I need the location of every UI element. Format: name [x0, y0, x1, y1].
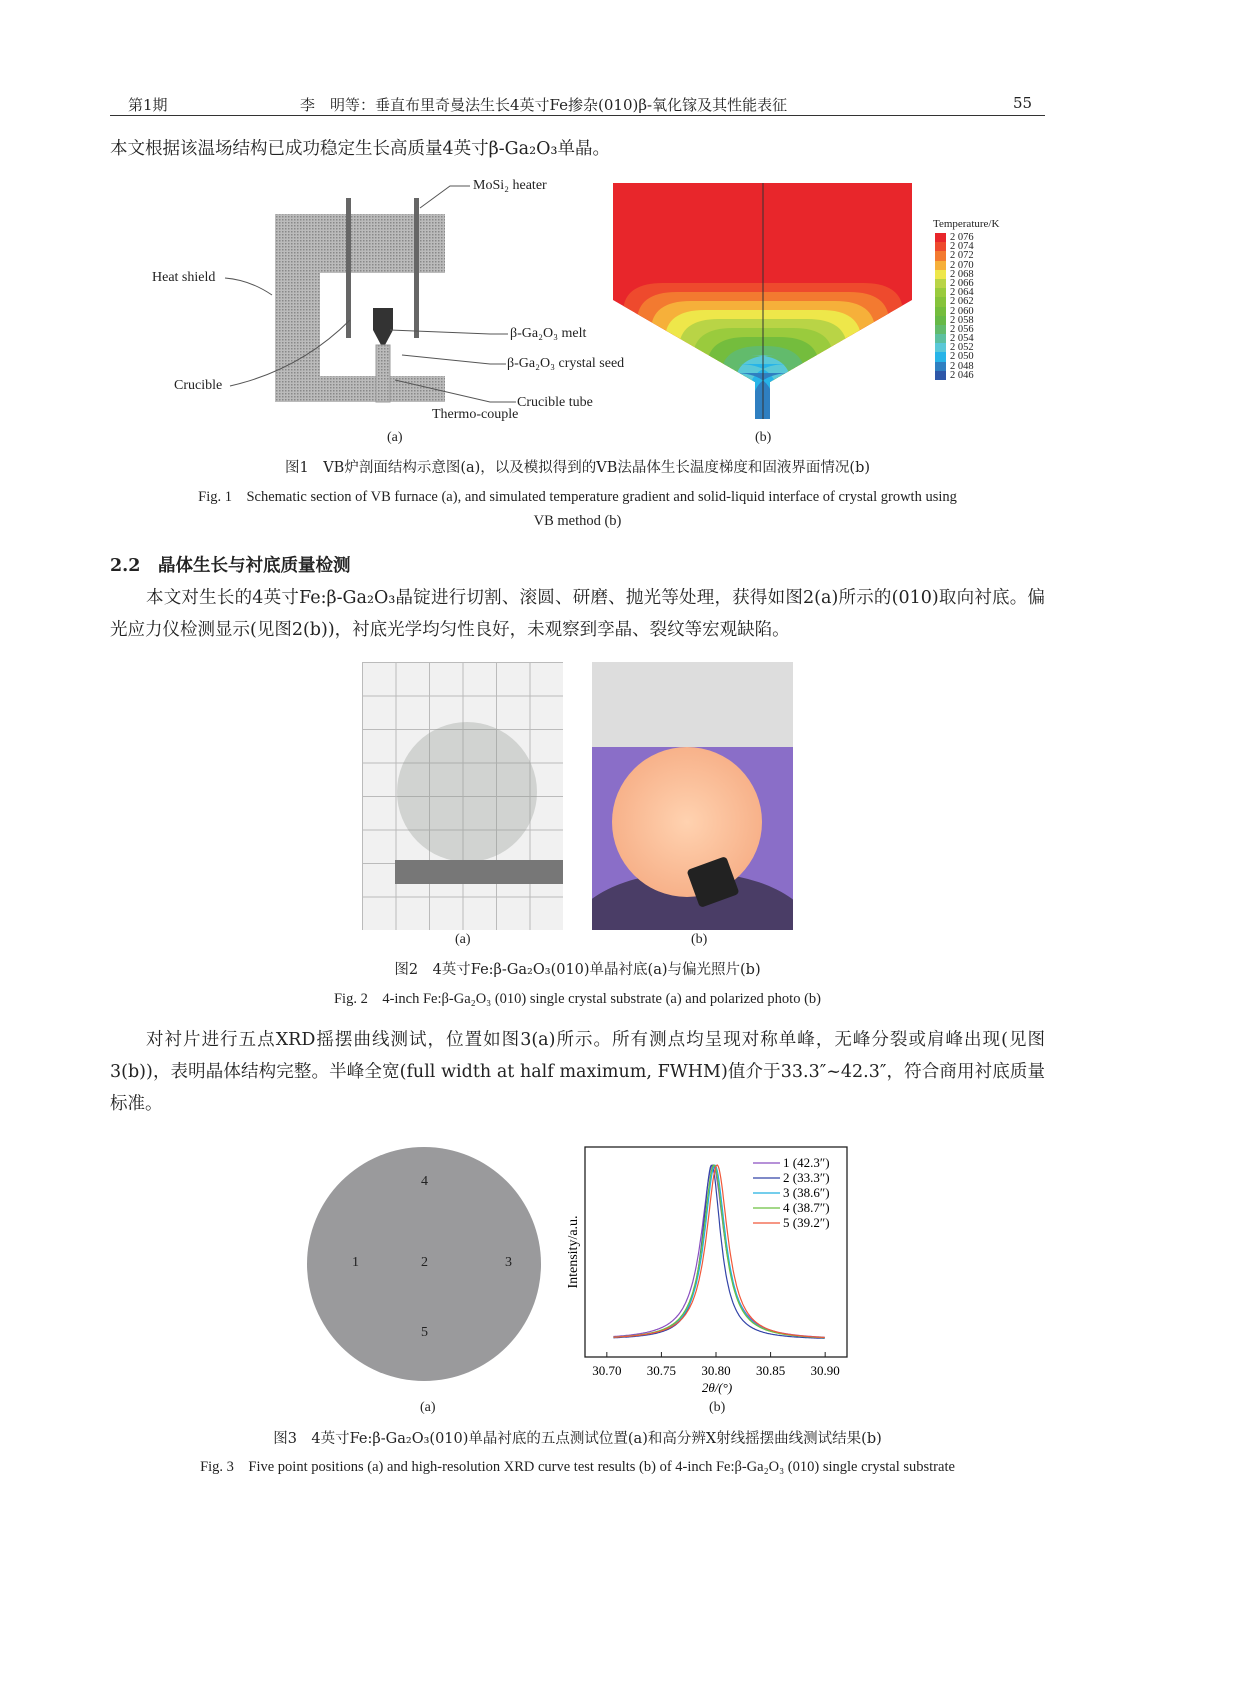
legend-value: 2 048: [950, 360, 974, 372]
legend-label: 2 (33.3″): [783, 1170, 830, 1185]
legend-value: 2 068: [950, 268, 974, 280]
temperature-simulation: [613, 183, 913, 419]
fig3-caption-en: Fig. 3 Five point positions (a) and high-resolution XRD curve test results (b) of 4-inch Fe:β-Ga₂O₃ (010) single crystal substrate: [200, 1459, 955, 1475]
label-heat-shield: Heat shield: [152, 270, 216, 285]
fig3-caption-cn: 图3 4英寸Fe:β-Ga₂O₃(010)单晶衬底的五点测试位置(a)和高分辨X射线摇摆曲线测试结果(b): [273, 1431, 882, 1447]
legend-value: 2 076: [950, 232, 974, 243]
legend-swatch: [935, 334, 946, 343]
x-tick-label: 30.75: [646, 1363, 677, 1378]
section-title: 晶体生长与衬底质量检测: [157, 556, 351, 576]
legend-swatch: [935, 251, 946, 260]
legend-swatch: [935, 343, 946, 352]
legend-value: 2 052: [950, 342, 974, 354]
substrate-photo: [362, 662, 563, 930]
legend-swatch: [935, 270, 946, 279]
ruler: [395, 860, 563, 884]
legend-value: 2 064: [950, 287, 974, 299]
legend-value: 2 060: [950, 305, 974, 317]
legend-value: 2 056: [950, 323, 974, 335]
legend-value: 2 074: [950, 241, 974, 253]
x-tick-label: 30.85: [755, 1363, 786, 1378]
y-axis-label: Intensity/a.u.: [566, 1215, 581, 1289]
legend-swatch: [935, 242, 946, 251]
legend-swatch: [935, 279, 946, 288]
label-seed: β-Ga₂O₃ crystal seed: [507, 356, 625, 371]
fig3-sub-b: (b): [709, 1400, 726, 1415]
fig1-sub-a: (a): [387, 430, 403, 445]
fig1-sub-b: (b): [755, 430, 772, 445]
legend-swatch: [935, 352, 946, 361]
section-number: 2.2: [110, 556, 141, 576]
legend-title: Temperature/K: [933, 218, 1000, 230]
legend-swatch: [935, 325, 946, 334]
point-2: 2: [421, 1255, 428, 1270]
fig1-caption-en-1: Fig. 1 Schematic section of VB furnace (a), and simulated temperature gradient and solid-liquid interface of crystal growth using: [198, 489, 957, 505]
paragraph-3: 对衬片进行五点XRD摇摆曲线测试，位置如图3(a)所示。所有测点均呈现对称单峰，无峰分裂或肩峰出现(见图3(b))，表明晶体结构完整。半峰全宽(full width at half maximum, FWHM)值介于33.3″~42.3″，符合商用衬底质量标准。: [110, 1030, 1045, 1114]
fig2-sub-a: (a): [455, 932, 471, 947]
page-number: 55: [1013, 94, 1033, 112]
legend-label: 3 (38.6″): [783, 1185, 830, 1200]
x-tick-label: 30.80: [701, 1363, 731, 1378]
point-5: 5: [421, 1325, 428, 1340]
paragraph-1: 本文根据该温场结构已成功稳定生长高质量4英寸β-Ga₂O₃单晶。: [110, 139, 610, 159]
legend-value: 2 046: [950, 369, 974, 381]
legend-value: 2 072: [950, 250, 974, 262]
polarized-photo: [592, 662, 793, 930]
fig1-caption-en-2: VB method (b): [533, 513, 622, 529]
fig3-sub-a: (a): [420, 1400, 436, 1415]
label-thermocouple: Thermo-couple: [432, 407, 519, 422]
legend-entry: [935, 371, 974, 380]
legend-label: 4 (38.7″): [783, 1200, 830, 1215]
legend-swatch: [935, 371, 946, 380]
wafer: [397, 722, 537, 862]
legend-value: 2 062: [950, 296, 974, 308]
legend-label: 5 (39.2″): [783, 1215, 830, 1230]
fig2-caption-cn: 图2 4英寸Fe:β-Ga₂O₃(010)单晶衬底(a)与偏光照片(b): [394, 962, 761, 978]
label-melt: β-Ga₂O₃ melt: [510, 326, 587, 341]
point-3: 3: [505, 1255, 512, 1270]
legend-swatch: [935, 233, 946, 242]
issue-number: 第1期: [128, 96, 168, 114]
legend-swatch: [935, 288, 946, 297]
label-crucible: Crucible: [174, 378, 223, 393]
legend-value: 2 050: [950, 351, 974, 363]
leader-lines: [150, 180, 520, 420]
fig1-caption-cn: 图1 VB炉剖面结构示意图(a)，以及模拟得到的VB法晶体生长温度梯度和固液界面情况(b): [284, 460, 871, 476]
point-4: 4: [421, 1174, 428, 1189]
point-1: 1: [352, 1255, 359, 1270]
paragraph-2: 本文对生长的4英寸Fe:β-Ga₂O₃晶锭进行切割、滚圆、研磨、抛光等处理，获得如图2(a)所示的(010)取向衬底。偏光应力仪检测显示(见图2(b))，衬底光学均匀性良好，未观察到孪晶、裂纹等宏观缺陷。: [110, 588, 1045, 640]
legend-swatch: [935, 261, 946, 270]
fig2-sub-b: (b): [691, 932, 708, 947]
x-tick-label: 30.90: [810, 1363, 840, 1378]
x-axis-label: 2θ/(°): [701, 1380, 733, 1395]
x-tick-label: 30.70: [592, 1363, 622, 1378]
temperature-legend: [935, 233, 974, 380]
legend-swatch: [935, 307, 946, 316]
label-crucible-tube: Crucible tube: [517, 395, 593, 410]
legend-swatch: [935, 316, 946, 325]
legend-swatch: [935, 297, 946, 306]
legend-value: 2 058: [950, 314, 974, 326]
section-heading: [110, 552, 350, 577]
legend-value: 2 066: [950, 277, 974, 289]
fig2-caption-en: Fig. 2 4-inch Fe:β-Ga₂O₃ (010) single crystal substrate (a) and polarized photo (b): [333, 991, 821, 1007]
legend-swatch: [935, 362, 946, 371]
legend-label: 1 (42.3″): [783, 1155, 830, 1170]
legend-value: 2 070: [950, 259, 974, 271]
label-heater: MoSi₂ heater: [473, 178, 547, 193]
running-title: 李 明等：垂直布里奇曼法生长4英寸Fe掺杂(010)β-氧化镓及其性能表征: [300, 96, 788, 114]
legend-value: 2 054: [950, 333, 974, 345]
header-rule: [110, 115, 1045, 116]
xrd-chart: [560, 1140, 870, 1410]
